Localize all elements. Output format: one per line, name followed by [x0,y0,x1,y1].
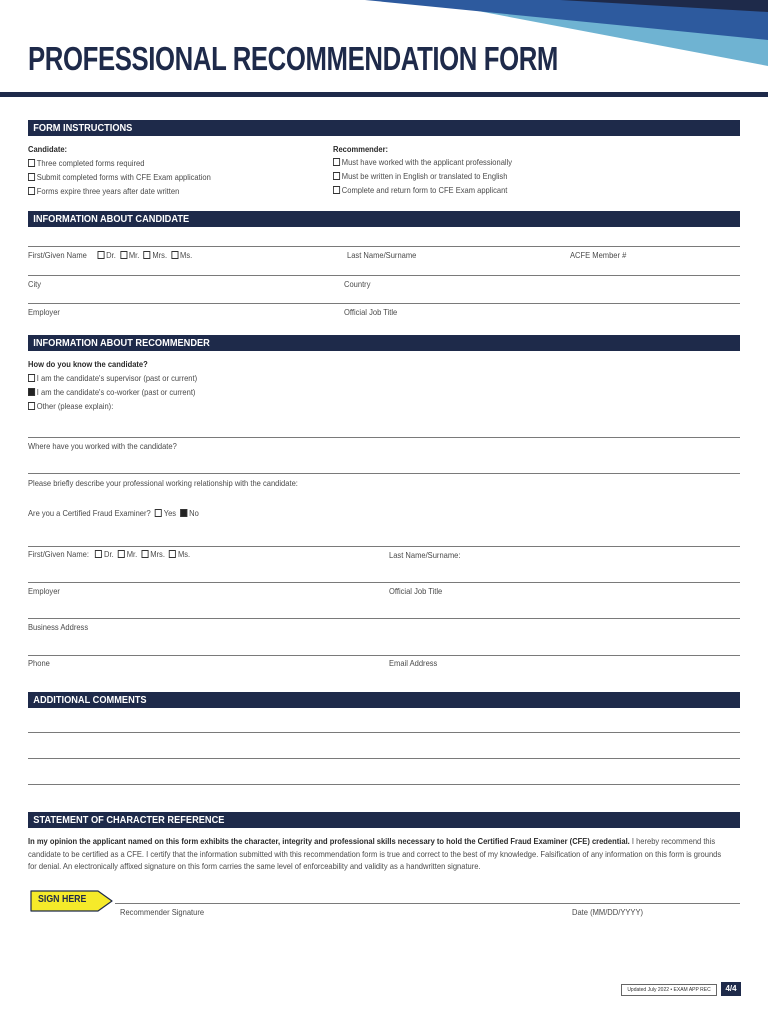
candidate-job-title-field[interactable]: Official Job Title [344,307,398,317]
date-field[interactable]: Date (MM/DD/YYYY) [572,907,644,917]
checkbox-icon [333,158,340,166]
checkbox-mrs[interactable] [144,251,151,259]
section-header-recommender: INFORMATION ABOUT RECOMMENDER [28,335,740,351]
section-header-candidate: INFORMATION ABOUT CANDIDATE [28,211,740,227]
candidate-employer-field[interactable]: Employer [28,307,60,317]
recommender-instructions-label: Recommender: [333,144,389,154]
recommender-job-title-field[interactable]: Official Job Title [389,586,443,596]
candidate-member-field[interactable]: ACFE Member # [570,250,627,260]
field-line [28,437,740,438]
field-line [28,303,740,304]
checkbox-icon [28,159,35,167]
sign-here-label: SIGN HERE [38,894,87,905]
signature-line[interactable] [115,903,740,904]
field-line [28,473,740,474]
field-line [28,246,740,247]
recommender-last-name-field[interactable]: Last Name/Surname: [389,550,461,560]
cfe-yes-checkbox[interactable] [155,509,162,517]
statement-paragraph: In my opinion the applicant named on this form exhibits the character, integrity and professional skills necessary to hold the Certified Fraud Examiner (CFE) credential. I hereby recommend this candidate to be certified as a CFE. I certify that the information submitted with this recommendation form is true and correct to the best of my knowledge. Falsification of any information on this form is grounds for denial. An electronically affixed signature on this form carries the same level of enforceability and validity as a handwritten signature. [28,836,722,871]
relationship-option-other[interactable]: Other (please explain): [28,401,113,411]
relationship-option-supervisor[interactable]: I am the candidate's supervisor (past or current) [28,373,197,383]
section-header-statement: STATEMENT OF CHARACTER REFERENCE [28,812,740,828]
field-line [28,546,740,547]
cfe-no-checkbox[interactable] [180,509,187,517]
checkbox-dr[interactable] [95,550,102,558]
comment-line[interactable] [28,784,740,785]
describe-relationship-field[interactable]: Please briefly describe your professional working relationship with the candidate: [28,478,298,488]
candidate-first-name-field[interactable]: First/Given Name Dr. Mr. Mrs. Ms. [28,250,193,260]
field-line [28,275,740,276]
checkbox-icon[interactable] [28,374,35,382]
checkbox-mr[interactable] [120,251,127,259]
checkbox-checked-icon[interactable] [28,388,35,396]
cfe-question: Are you a Certified Fraud Examiner? Yes No [28,508,199,518]
checkbox-mr[interactable] [118,550,125,558]
section-header-instructions: FORM INSTRUCTIONS [28,120,740,136]
candidate-instruction-item: Forms expire three years after date written [28,186,179,196]
sign-here-tag [28,890,114,917]
know-candidate-question: How do you know the candidate? [28,359,148,369]
checkbox-ms[interactable] [169,550,176,558]
candidate-instruction-item: Three completed forms required [28,158,144,168]
comment-line[interactable] [28,732,740,733]
field-line [28,582,740,583]
candidate-city-field[interactable]: City [28,279,42,289]
recommender-instruction-item: Must have worked with the applicant professionally [333,157,512,167]
where-worked-field[interactable]: Where have you worked with the candidate? [28,441,177,451]
email-field[interactable]: Email Address [389,658,438,668]
checkbox-icon [333,172,340,180]
checkbox-dr[interactable] [97,251,104,259]
comment-line[interactable] [28,758,740,759]
field-line [28,618,740,619]
recommender-employer-field[interactable]: Employer [28,586,60,596]
checkbox-icon [28,187,35,195]
section-header-comments: ADDITIONAL COMMENTS [28,692,740,708]
field-line [28,655,740,656]
footer-updated-label: Updated July 2022 • EXAM APP REC [621,984,717,996]
checkbox-icon[interactable] [28,402,35,410]
page-title: PROFESSIONAL RECOMMENDATION FORM [28,40,558,77]
candidate-country-field[interactable]: Country [344,279,371,289]
checkbox-icon [333,186,340,194]
checkbox-mrs[interactable] [141,550,148,558]
recommender-first-name-field[interactable]: First/Given Name: Dr. Mr. Mrs. Ms. [28,549,191,559]
candidate-last-name-field[interactable]: Last Name/Surname [347,250,417,260]
page-number: 4/4 [721,982,741,996]
candidate-instructions-label: Candidate: [28,144,68,154]
title-divider [0,92,768,97]
recommender-signature-field[interactable]: Recommender Signature [120,907,205,917]
checkbox-ms[interactable] [171,251,178,259]
recommender-instruction-item: Must be written in English or translated to English [333,171,507,181]
recommender-instruction-item: Complete and return form to CFE Exam applicant [333,185,507,195]
phone-field[interactable]: Phone [28,658,50,668]
checkbox-icon [28,173,35,181]
candidate-instruction-item: Submit completed forms with CFE Exam application [28,172,211,182]
relationship-option-coworker[interactable]: I am the candidate's co-worker (past or current) [28,387,195,397]
business-address-field[interactable]: Business Address [28,622,89,632]
